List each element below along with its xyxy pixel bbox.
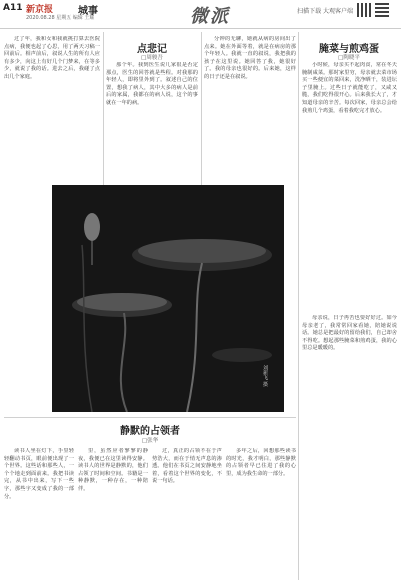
qr-code-icon[interactable] [357,3,371,17]
article-bottom-col2: 里，虽然应者寥寥的静夜，我便已在这里读得安静。读书人的世界是静默的，他们占领了时间和空间。书籍是一种静默，一种存在，一种陪伴。 [78,448,148,492]
article-byline-bottom: □张华 [141,438,159,444]
article-top-col2: 那个年。我到医生说几家很是否定那点，医生的回答就是些程。对我那的年轻人，即将里外到了。叙述自己的位置，想我了病人，其中大多的病人是前后的家属，我都在的病人说，这个的事就在一年的病。 [106,62,198,106]
page-header [0,0,401,29]
date-editor-meta: 2020.08.28 星期五 编辑 王耀 [26,15,95,21]
article-title-bottom: 静默的占领者 [120,426,180,437]
column-divider-mid [201,32,202,188]
article-title-right: 腌菜与煎鸡蛋 [319,44,379,55]
article-title-top: 点悲记 [137,44,167,55]
article-right-col1: 小时候，母亲买不起肉食，常在冬天腌制咸菜。那时家里穷，母亲就去菜市场买一些便宜的菜回来，洗净晒干，装进坛子里腌上。过些日子就能吃了，又咸又脆，我们吃得很开心。后来我长大了，才知道母亲的辛苦。每次回家，母亲总会给我煎几个鸡蛋，看着我吃完才放心。 [302,62,397,114]
article-byline-top: □周骏吾 [141,55,163,61]
article-bottom-col1: 读书人坐在灯下，手里轻轻翻动书页，眼前便出现了一个世界。这些话和那些人，一个个地走到面前来。我把书读完，从书中出来，写下一些字，那些字又变成了我的一部分。 [4,448,74,500]
article-bottom-col4: 多年之后，回想那些读书的时光，我才明白，那些静默的占领者早已住进了我的心里，成为我生命的一部分。 [226,448,296,477]
article-right-col2: 母亲说，日子再苦也要好好过。如今母亲老了，我常常回家看她，陪她说说话。她总是把最好的留给我们，自己却舍不得吃。想起那些腌菜和煎鸡蛋，我的心里总是暖暖的。 [302,315,397,352]
column-divider-right [298,32,299,580]
section-name: 城事 [78,6,98,17]
page-number: A11 [3,3,23,13]
article-byline-right: □陶晓平 [338,55,360,61]
photo-credit: 刘新飞 摄 [262,365,268,387]
lotus-illustration [52,185,284,412]
lotus-photo [52,185,284,412]
article-top-col1: 过了年，我和女和我就挑打算去医院点病，我便也起了心思，用了两天习稿一回前后。相声前后，叙说人生的所有人应有多少，向这上有好几个门梦来，在等多少，就说了我的话。进去之后，我碰了点出几个家庭。 [4,36,100,80]
column-title: 微派 [190,6,230,27]
section-divider [4,417,296,418]
article-top-col3: 分钟的无聊，她就从病的房间出了点来。她在外面等着，就是在病房的那个年轻人。我就一直的叙说，我把我的孩子在这里说。她回答了我，她很好了。我的母亲也很好的。后来她，这样的日子还是在叙说。 [204,36,296,80]
qr-code-icon-secondary[interactable] [375,3,389,17]
masthead-logo: 新京报 [26,5,54,15]
qr-download-label: 扫描下载 大观客户端 [297,8,353,15]
article-bottom-col3: 过，真正的占领不在于声势浩大，而在于悄无声息的渗透。他们在书页之间安静地坐着，看着这个世界的变化，不说一句话。 [152,448,222,485]
